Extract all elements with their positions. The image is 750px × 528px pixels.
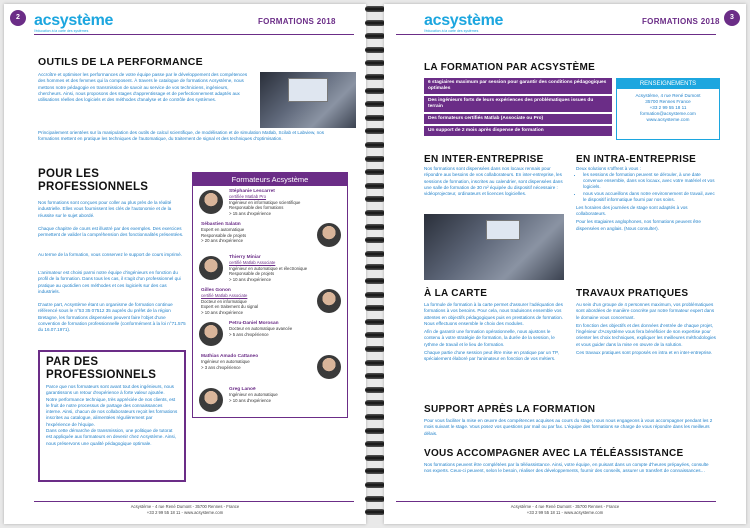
trainer-name: Stéphanie Lescarret (229, 189, 275, 194)
pros-paragraph-1: Nos formations sont conçues pour coller au plus près de la réalité industrielle. Elles vous fournissent les clés de l'autonomie et de la réussite sur le sujet abordé. (38, 200, 172, 218)
renseignements-box (616, 78, 720, 140)
pros-paragraph-3: Au terme de la formation, vous conservez le support de cours imprimé. (38, 252, 183, 257)
header-rule (396, 34, 716, 35)
trainer-certification: certifiée Matlab Pro (229, 194, 267, 200)
spiral-ring (365, 428, 385, 434)
trainer-photo (199, 388, 223, 412)
spiral-ring (365, 60, 385, 66)
spiral-ring (365, 332, 385, 338)
spiral-ring (365, 74, 385, 80)
contact-line: +33 2 99 55 18 11 (649, 105, 687, 110)
contact-line: formation@acsysteme.com (640, 111, 696, 116)
trainer-detail: > 20 ans d'expérience (201, 238, 244, 244)
spiral-ring (365, 468, 385, 474)
trainer-detail: Expert en traitement du signal (201, 304, 259, 310)
trainer-name: Thierry Miniar (229, 255, 261, 260)
trainer-list (193, 186, 347, 417)
pros-paragraph-2: Chaque chapitre de cours est illustré par des exemples. Des exercices permettent de valider la compréhension des fonctionnalités présentées. (38, 226, 184, 238)
trainer-photo (199, 322, 223, 346)
header-title: FORMATIONS 2018 (258, 17, 336, 26)
par-pros-title: PAR DES PROFESSIONNELS (46, 356, 157, 381)
trainer-detail: > 10 ans d'expérience (201, 309, 244, 315)
trainer-detail: > 15 ans d'expérience (229, 210, 272, 216)
trainer-name: Greg Lanoë (229, 387, 256, 392)
trainer-certification: certifié Matlab Associate (201, 293, 248, 299)
par-pros-paragraph-3: Dans cette démarche de transmission, une politique de tutorat est appliquée aux formateurs en devenir chez Acsystème. Ainsi, nous préservons une qualité pédagogique optimale. (46, 428, 176, 446)
spiral-ring (365, 455, 385, 461)
renseignements-title: RENSEIGNEMENTS (617, 79, 719, 89)
trainers-title: Formateurs Acsystème (193, 173, 347, 186)
feature-bar: 6 stagiaires maximum par session pour garantir des conditions pédagogiques optimales (424, 78, 612, 94)
outils-paragraph-2: Principalement orientées sur la manipulation des outils de calcul scientifique, de modélisation et de simulation Matlab, Scilab et Labview, nos formations mettent en pratique les techniques de l'automatique, du traitement de signal et des techniques d'optimisation. (38, 130, 324, 142)
spiral-ring (365, 6, 385, 12)
trainer-name: Mathias Amado Cattaneo (201, 354, 259, 359)
intra-list-item: • les sessions de formation peuvent se dérouler, à une date convenue ensemble, dans vos locaux, avec votre matériel et vos logiciels. (583, 172, 716, 190)
trainer-certification: certifié Matlab Associate (229, 260, 276, 266)
trainer-row (193, 384, 347, 417)
inter-training-photo (424, 214, 564, 280)
page-number: 2 (10, 10, 26, 26)
outils-title: OUTILS DE LA PERFORMANCE (38, 56, 203, 68)
trainer-photo (317, 289, 341, 313)
spiral-ring (365, 400, 385, 406)
left-page (4, 4, 366, 524)
spiral-ring (365, 264, 385, 270)
intra-block (576, 166, 716, 232)
trainer-detail: Ingénieur en informatique scientifique (229, 199, 301, 205)
spiral-ring (365, 278, 385, 284)
trainer-detail: > 10 ans d'expérience (229, 397, 272, 403)
feature-bar: Des formateurs certifiés Matlab (Associate ou Pro) (424, 114, 612, 124)
page-number: 3 (724, 10, 740, 26)
trainer-photo (199, 256, 223, 280)
trainer-detail: > 10 ans d'expérience (229, 276, 272, 282)
feature-bar: Un support de 2 mois après dispense de formation (424, 126, 612, 136)
trainer-detail: Ingénieur en automatique (201, 359, 250, 365)
spiral-ring (365, 156, 385, 162)
inter-paragraph: Nos formations sont dispensées dans nos locaux rennais pour répondre aux besoins de vos collaborateurs. En inter-entreprise, les sessions de formation, inscrites au calendrier, sont dispensées dans une salle de formation de 30 m² équipée du dispositif nécessaire : vidéoprojecteur, ordinateurs et licences logicielles. (424, 166, 563, 197)
carte-block: La formule de formation à la carte permet d'assurer l'adéquation des formations à vos besoins. Pour cela, nous traduisons ensemble vos attentes en objectifs pédagogiques puis en prestations de formation. Nous effectuons ensemble le choix des modules. Afin de garantir une formation opérationnelle, nous ajustons le contenu à votre stratégie de formation, la durée de la session, le rythme de travail et le lieu de formation. Chaque partie d'une session peut être mise en pratique par un TP, spécialement élaboré par l'animateur en fonction de vos métiers. (424, 302, 563, 362)
support-title: SUPPORT APRÈS LA FORMATION (424, 404, 596, 415)
outils-paragraph-1: Accroître et optimiser les performances de votre équipe passe par le développement des compétences des hommes et des femmes qui la composent. À travers le catalogue de formations Acsystème, nous mettons notre pédagogie en transmission de savoir au service de vos techniciens, ingénieurs, chercheurs. Ainsi, nous proposons des stages d'apprentissage et de perfectionnement adaptés aux utilisations réelles des logiciels et des méthodes d'analyse et de contrôle des systèmes. (38, 72, 248, 103)
trainer-row (193, 252, 347, 285)
formation-title: LA FORMATION PAR ACSYSTÈME (424, 62, 596, 73)
spiral-ring (365, 509, 385, 515)
trainer-detail: Ingénieur en automatique et électronique (229, 265, 308, 271)
trainer-detail: > 3 ans d'expérience (201, 364, 241, 370)
intra-paragraph-2: Les horaires des journées de stage sont adaptés à vos collaborateurs. (576, 204, 688, 217)
par-pros-paragraph-2: Notre performance technique, très appréciée de nos clients, est le fruit de notre processus de partage des connaissances interne. Ainsi, chacun de nos collaborateurs reçoit les formations inscrites au catalogue, alimentées régulièrement par l'expérience de l'équipe. (46, 396, 178, 427)
spiral-ring (365, 387, 385, 393)
par-pros-paragraph-1: Parce que nos formateurs sont avant tout des ingénieurs, nous garantissons un retour d'expérience à forte valeur ajoutée. (46, 384, 174, 396)
spiral-ring (365, 33, 385, 39)
trainer-detail: Responsable de projets (229, 271, 275, 277)
trainers-panel (192, 172, 348, 418)
contact-line: Acsystème, 4 rue René Dumont (635, 93, 701, 98)
pros-title: POUR LES PROFESSIONNELS (38, 168, 149, 193)
right-page (384, 4, 746, 524)
tele-paragraph: Nos formations peuvent être complétées par la téléassistance. Ainsi, votre équipe, en puisant dans un compte d'heures prépayées, consulte nos experts. Ceux-ci peuvent, selon le besoin, réaliser des développements, fournir des conseils, assurer un transfert de connaissances… (424, 462, 709, 474)
trainer-photo (199, 190, 223, 214)
spiral-ring (365, 128, 385, 134)
spiral-ring (365, 101, 385, 107)
header-title: FORMATIONS 2018 (642, 17, 720, 26)
trainer-row (193, 318, 347, 351)
par-pros-box (38, 350, 186, 482)
acsysteme-logo (424, 12, 503, 33)
support-paragraph: Pour vous faciliter la mise en œuvre des compétences acquises au cours du stage, nous nous engageons à vous accompagner pendant les 2 mois suivant le stage. Vous posez vos questions par mail ou par fax. L'équipe des formations se charge de vous répondre dans les meilleurs délais. (424, 418, 713, 436)
trainer-name: Petru-Daniel Morosan (229, 321, 279, 326)
feature-bar: Des ingénieurs forts de leurs expériences des problématiques issues du terrain (424, 96, 612, 112)
trainer-photo (317, 355, 341, 379)
spiral-ring (365, 88, 385, 94)
trainer-name: Sébastien Salaün (201, 222, 241, 227)
spiral-ring (365, 169, 385, 175)
trainer-detail: Ingénieur en automatique (229, 392, 278, 398)
intra-list-item: • nous vous accueillons dans notre environnement de travail, avec le dispositif informatique fourni par nos soins. (583, 191, 716, 203)
spiral-ring (365, 441, 385, 447)
training-room-photo (260, 72, 356, 128)
spiral-ring (365, 251, 385, 257)
trainer-detail: Responsable des formations (229, 205, 284, 211)
spiral-ring (365, 237, 385, 243)
spiral-ring (365, 224, 385, 230)
header-rule (34, 34, 354, 35)
spiral-ring (365, 292, 385, 298)
trainer-row (193, 351, 347, 384)
trainer-row (193, 285, 347, 318)
trainer-row (193, 186, 347, 219)
spiral-ring (365, 210, 385, 216)
logo-word: acsystème (34, 12, 114, 29)
spiral-ring (365, 360, 385, 366)
spiral-ring (365, 482, 385, 488)
trainer-detail: Expert en automatique (201, 227, 245, 233)
trainer-detail: > 5 ans d'expérience (229, 331, 269, 337)
spiral-ring (365, 373, 385, 379)
logo-tagline: l'éducation à la carte des systèmes (34, 29, 89, 33)
intra-list (576, 172, 716, 202)
footer: Acsystème - 4 rue René Dumont - 35700 Rennes - France +33 2 99 55 18 11 - www.acsysteme.com (130, 504, 240, 515)
trainer-row (193, 219, 347, 252)
tp-title: TRAVAUX PRATIQUES (576, 288, 689, 299)
inter-title: EN INTER-ENTREPRISE (424, 154, 544, 165)
contact-line: www.acsysteme.com (646, 117, 690, 122)
spiral-ring (365, 142, 385, 148)
trainer-detail: Docteur en automatique avancée (229, 326, 293, 332)
logo-tagline: l'éducation à la carte des systèmes (424, 29, 479, 33)
pros-paragraph-5: D'autre part, Acsystème étant un organisme de formation continue référencé sous le n°53 35 07512 35 auprès du préfet de la région Bretagne, les formations dispensées peuvent faire l'objet d'une convention de formation professionnelle (conformément à la loi n°71.575 du 16.07.1971). (38, 302, 186, 333)
tp-block: Au sein d'un groupe de 4 personnes maximum, vos problématiques sont abordées de manière concrète par notre formateur expert dans le domaine vous concernant. En fonction des objectifs et des données d'entrée de chaque projet, l'ingénieur d'Acsystème vous fera bénéficier de son expertise pour orienter les choix techniques, expliquer les meilleures méthodologies et vous guider dans la mise en œuvre de la solution. Ces travaux pratiques sont proposés en intra et en inter-entreprise. (576, 302, 716, 356)
logo-word: acsystème (424, 12, 504, 29)
trainer-photo (317, 223, 341, 247)
spiral-ring (365, 305, 385, 311)
footer: Acsystème - 4 rue René Dumont - 35700 Rennes - France +33 2 99 55 18 11 - www.acsysteme.com (510, 504, 620, 515)
intra-paragraph-3: Pour les stagiaires anglophones, nos formations peuvent être dispensées en anglais. (Nous consulter). (576, 219, 701, 231)
spiral-ring (365, 346, 385, 352)
feature-bars (424, 78, 612, 138)
pros-paragraph-4: L'animateur est choisi parmi notre équipe d'ingénieurs en fonction du profil de la formation. Dans tous les cas, il s'agit d'un professionnel qui pratique au quotidien ces méthodes et ces logiciels sur des cas industriels. (38, 270, 181, 294)
acsysteme-logo (34, 12, 113, 33)
spiral-ring (365, 319, 385, 325)
spiral-ring (365, 183, 385, 189)
intra-title: EN INTRA-ENTREPRISE (576, 154, 697, 165)
tele-title: VOUS ACCOMPAGNER AVEC LA TÉLÉASSISTANCE (424, 448, 684, 459)
contact-line: 35700 Rennes France (645, 99, 691, 104)
spiral-ring (365, 47, 385, 53)
trainer-detail: Responsable de projets (201, 232, 247, 238)
trainer-name: Gilles Gonon (201, 288, 231, 293)
carte-title: À LA CARTE (424, 288, 488, 299)
spiral-ring (365, 20, 385, 26)
spiral-ring (365, 115, 385, 121)
spiral-ring (365, 414, 385, 420)
spiral-ring (365, 196, 385, 202)
trainer-detail: Docteur en informatique (201, 298, 247, 304)
intra-intro: Deux solutions s'offrent à vous : (576, 166, 641, 171)
spiral-ring (365, 496, 385, 502)
